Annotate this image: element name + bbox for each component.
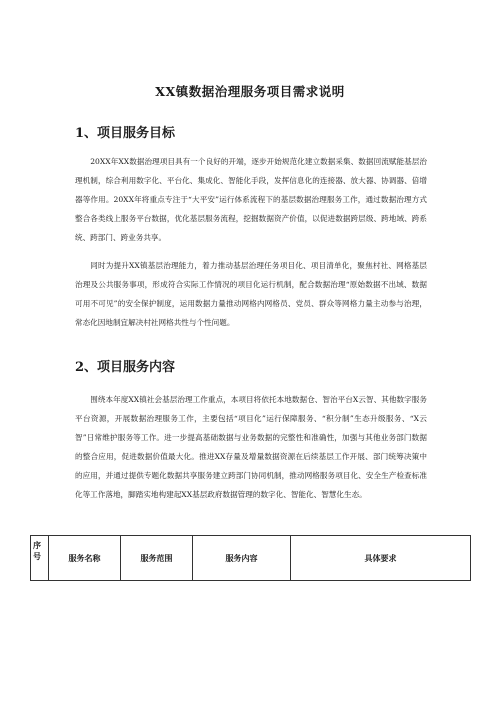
document-title: XX镇数据治理服务项目需求说明	[155, 84, 345, 99]
column-header-service-scope: 服务范围	[121, 536, 193, 581]
section-1-paragraph-2: 同时为提升XX镇基层治理能力，着力推动基层治理任务项目化、项目清单化，聚焦村社、网格基层治理及公共服务事项，形成符合实际工作情况的项目化运行机制，配合数据治理“原始数据不出域、数据可用不可见”的安全保护制度，运用数据力量推动网格内网格员、党员、群众等网格力量主动参与治理，常态化因地制宜解决村社网格共性与个性问题。	[75, 261, 427, 327]
section-1-heading: 1、项目服务目标	[75, 126, 176, 141]
column-header-requirements: 具体要求	[291, 536, 471, 581]
table-header-row	[31, 536, 471, 581]
column-header-service-content: 服务内容	[193, 536, 291, 581]
requirements-table	[30, 535, 471, 581]
section-2-paragraph-1: 围绕本年度XX镇社会基层治理工作重点，本项目将依托本地数据仓、智治平台X云智、其他数字服务平台资源，开展数据治理服务工作，主要包括“项目化”运行保障服务、“积分制”生态升级服务、“X云智”日常维护服务等工作。进一步提高基础数据与业务数据的完整性和准确性，加强与其他业务部门数据的整合应用，促进数据价值最大化。推进XX存量及增量数据资源在后续基层工作开展、部门统筹决策中的应用，并通过提供专题化数据共享服务建立跨部门协同机制，推动网格服务项目化、安全生产检查标准化等工作落地，脚踏实地构建起XX基层政府数据管理的数字化、智能化、智慧化生态。	[75, 395, 427, 499]
section-1-paragraph-1: 20XX年XX数据治理项目具有一个良好的开端，逐步开始规范化建立数据采集、数据回流赋能基层治理机制，综合利用数字化、平台化、集成化、智能化手段，发挥信息化的连接器、放大器、协调器、倍增器等作用。20XX年将重点专注于“大平安”运行体系流程下的基层数据治理服务工作，通过数据治理方式整合各类线上服务平台数据，优化基层服务流程，挖掘数据资产价值，以促进数据跨层级、跨地域、跨系统、跨部门、跨业务共享。	[75, 157, 427, 242]
column-header-service-name: 服务名称	[49, 536, 121, 581]
column-header-index: 序号	[31, 536, 49, 581]
section-2-heading: 2、项目服务内容	[75, 360, 176, 375]
